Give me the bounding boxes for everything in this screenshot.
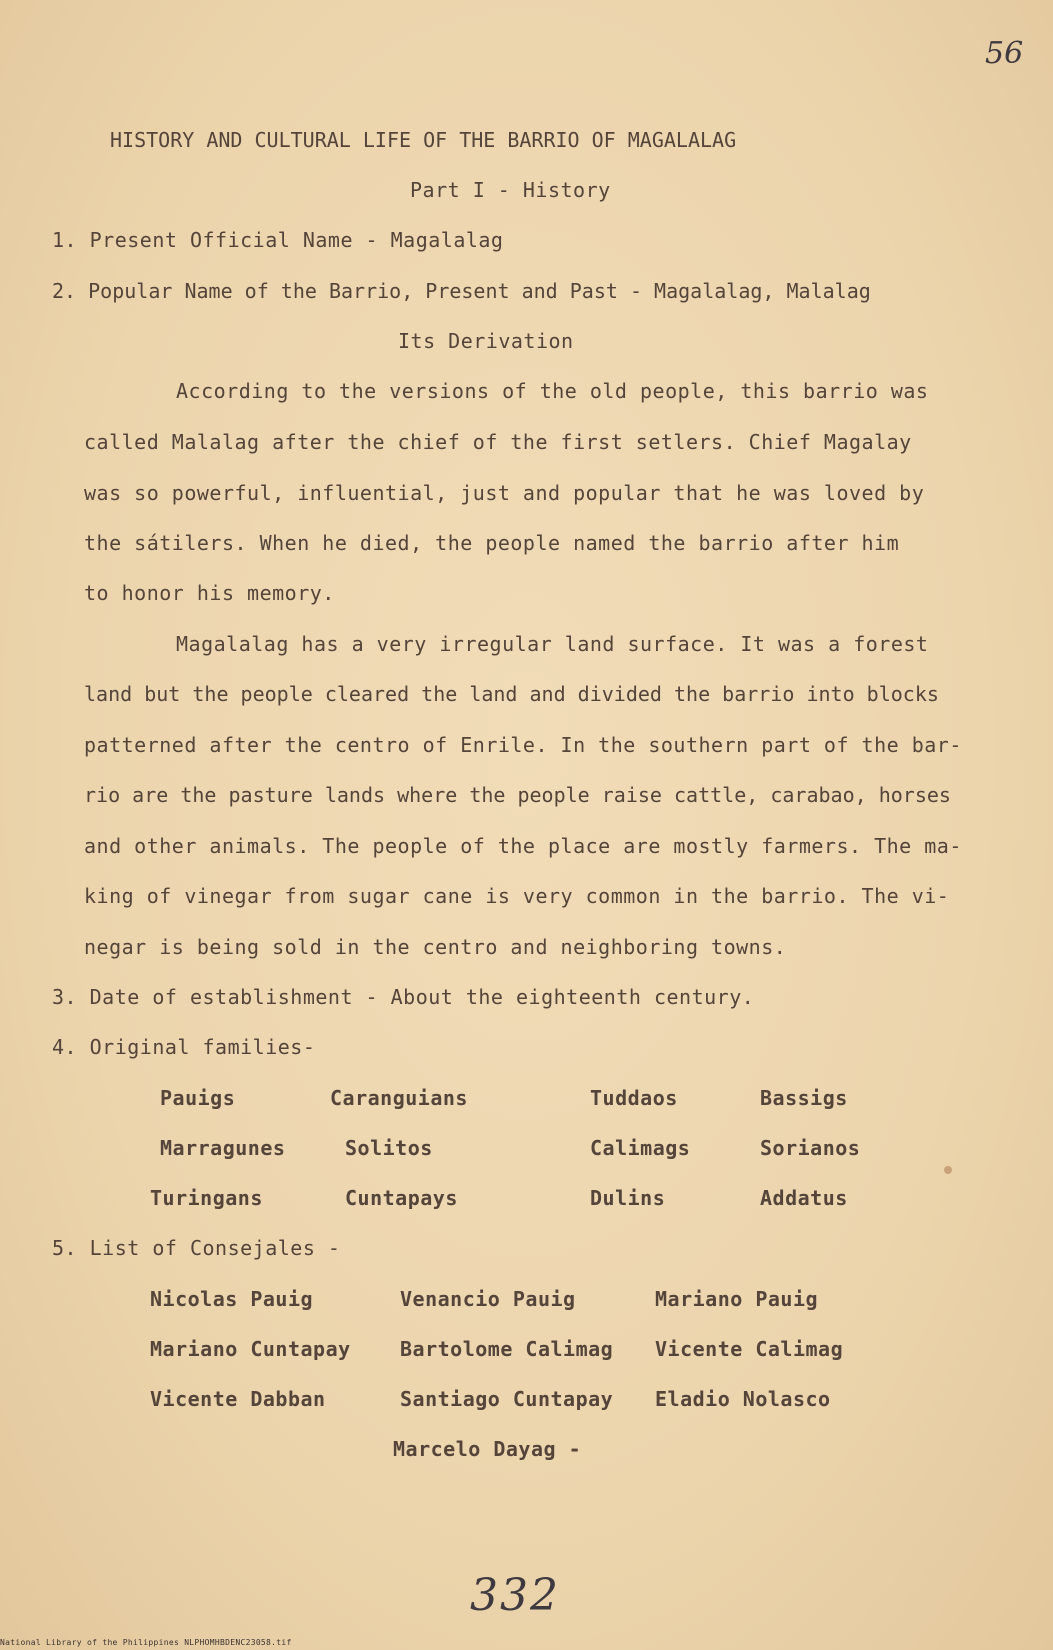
family-name: Solitos: [345, 1136, 433, 1160]
family-name: Cuntapays: [345, 1186, 458, 1210]
consejal-name: Vicente Calimag: [655, 1337, 844, 1361]
item-3-date-of-establishment: 3. Date of establishment - About the eighteenth century.: [52, 985, 755, 1009]
item-1-official-name: 1. Present Official Name - Magalalag: [52, 228, 504, 252]
family-name: Caranguians: [330, 1086, 468, 1110]
item-5-list-of-consejales: 5. List of Consejales -: [52, 1236, 341, 1260]
consejal-name: Eladio Nolasco: [655, 1387, 831, 1411]
family-name: Turingans: [150, 1186, 263, 1210]
para2-line: and other animals. The people of the place are mostly farmers. The ma-: [84, 834, 962, 858]
para2-line: Magalalag has a very irregular land surface. It was a forest: [176, 632, 929, 656]
para1-line: According to the versions of the old people, this barrio was: [176, 379, 929, 403]
consejal-name: Santiago Cuntapay: [400, 1387, 614, 1411]
para2-line: patterned after the centro of Enrile. In the southern part of the bar-: [84, 733, 962, 757]
family-name: Addatus: [760, 1186, 848, 1210]
handwritten-page-number: 332: [470, 1570, 560, 1621]
family-name: Tuddaos: [590, 1086, 678, 1110]
consejal-name: Vicente Dabban: [150, 1387, 326, 1411]
page-number: 56: [985, 36, 1024, 71]
family-name: Pauigs: [160, 1086, 236, 1110]
family-name: Sorianos: [760, 1136, 861, 1160]
para2-line: land but the people cleared the land and divided the barrio into blocks: [84, 682, 939, 706]
family-name: Bassigs: [760, 1086, 848, 1110]
paper-stain: [944, 1166, 952, 1174]
item-4-original-families: 4. Original families-: [52, 1035, 316, 1059]
para1-line: was so powerful, influential, just and popular that he was loved by: [84, 481, 925, 505]
para1-line: to honor his memory.: [84, 581, 335, 605]
derivation-heading: Its Derivation: [398, 329, 574, 353]
consejal-name: Venancio Pauig: [400, 1287, 576, 1311]
scan-footer: National Library of the Philippines NLPHOMHBDENC23058.tif: [0, 1638, 292, 1647]
para1-line: called Malalag after the chief of the first setlers. Chief Magalay: [84, 430, 912, 454]
document-title: HISTORY AND CULTURAL LIFE OF THE BARRIO OF MAGALALAG: [110, 128, 737, 152]
para2-line: king of vinegar from sugar cane is very common in the barrio. The vi-: [84, 884, 950, 908]
item-2-popular-name: 2. Popular Name of the Barrio, Present and Past - Magalalag, Malalag: [52, 279, 871, 303]
consejal-name: Mariano Cuntapay: [150, 1337, 351, 1361]
consejal-name: Bartolome Calimag: [400, 1337, 614, 1361]
para2-line: rio are the pasture lands where the people raise cattle, carabao, horses: [84, 783, 951, 807]
family-name: Dulins: [590, 1186, 666, 1210]
para2-line: negar is being sold in the centro and neighboring towns.: [84, 935, 787, 959]
para1-line: the sátilers. When he died, the people named the barrio after him: [84, 531, 900, 555]
family-name: Marragunes: [160, 1136, 286, 1160]
consejal-name: Nicolas Pauig: [150, 1287, 314, 1311]
part-heading: Part I - History: [410, 178, 611, 202]
consejal-name-last: Marcelo Dayag -: [393, 1437, 582, 1461]
consejal-name: Mariano Pauig: [655, 1287, 819, 1311]
family-name: Calimags: [590, 1136, 691, 1160]
